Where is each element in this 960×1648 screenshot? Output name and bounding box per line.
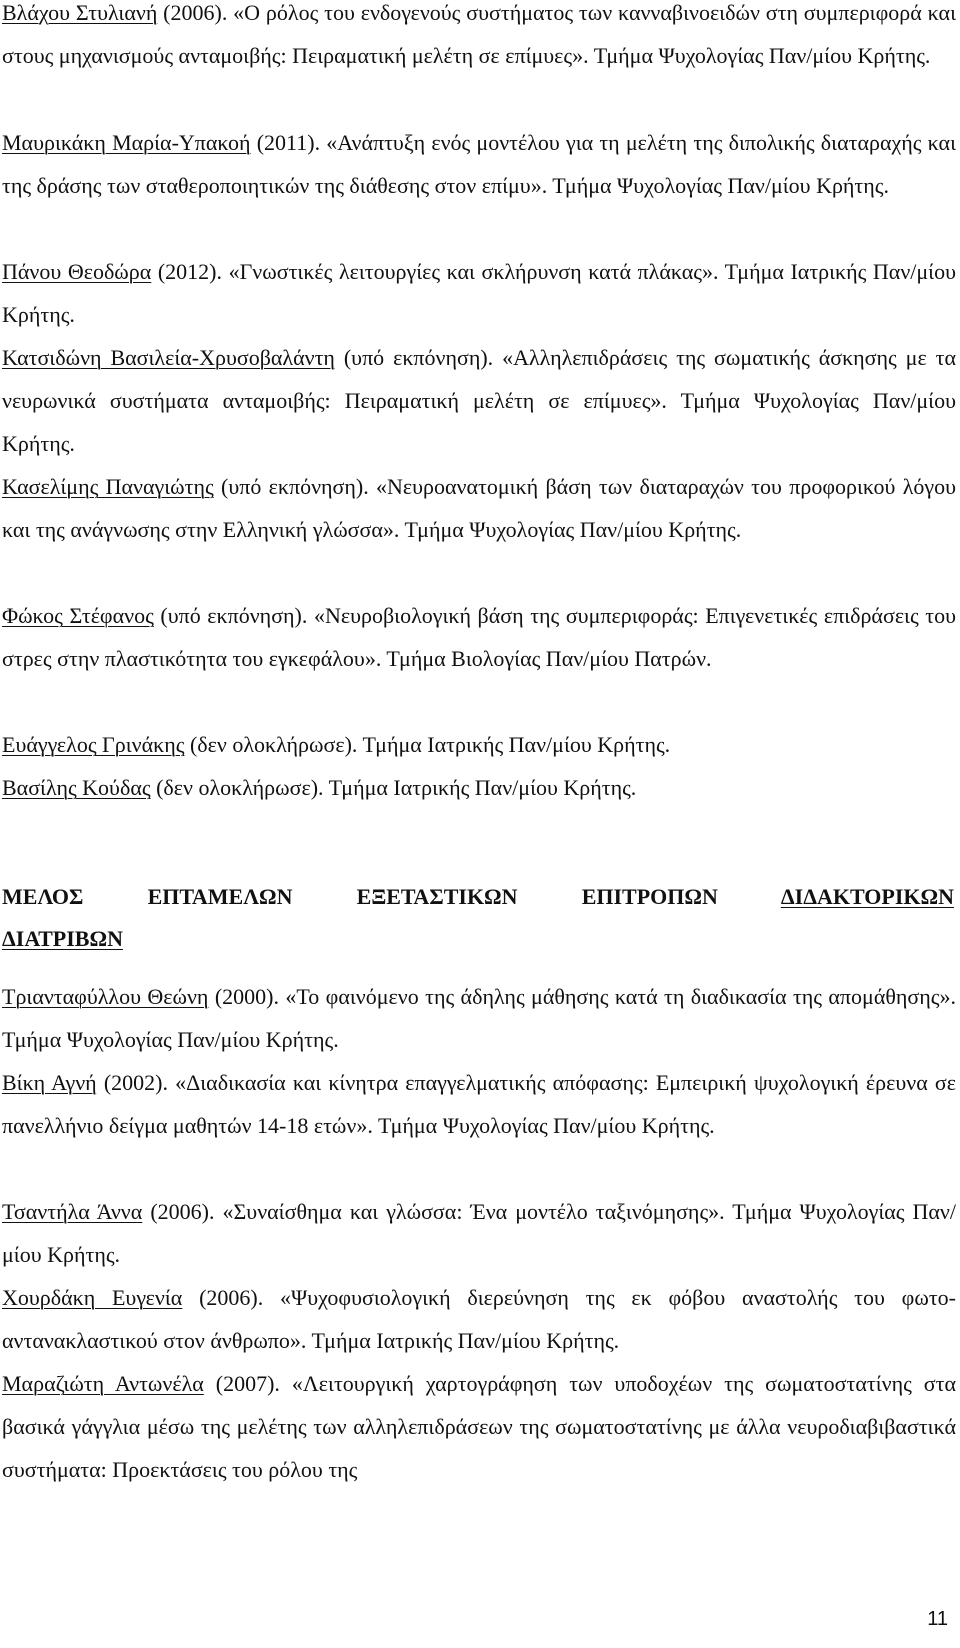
- thesis-entry: [2, 250, 956, 336]
- entry-details: (δεν ολοκλήρωσε). Τμήμα Ιατρικής Παν/μίου Κρήτης.: [184, 732, 671, 757]
- student-name: Κασελίμης Παναγιώτης: [2, 474, 214, 499]
- entry-details: (2006). «Ψυχοφυσιολογική διερεύνηση της εκ φόβου αναστολής του φωτο-αντανακλαστικού στον άνθρωπο». Τμήμα Ιατρικής Παν/μίου Κρήτης.: [2, 1285, 956, 1353]
- committee-entry: [2, 1190, 956, 1276]
- committee-entry: [2, 1362, 956, 1491]
- entry-details: (2006). «Ο ρόλος του ενδογενούς συστήματος των κανναβινοειδών στη συμπεριφορά και στους μηχανισμούς ανταμοιβής: Πειραματική μελέτη σε επίμυες». Τμήμα Ψυχολογίας Παν/μίου Κρήτης.: [2, 0, 956, 68]
- page-number: 11: [927, 1608, 948, 1630]
- student-name: Κατσιδώνη Βασιλεία-Χρυσοβαλάντη: [2, 345, 335, 370]
- section-heading: [2, 876, 954, 960]
- student-name: Τσαντήλα Άννα: [2, 1199, 143, 1224]
- committee-entry: [2, 1276, 956, 1362]
- entry-details: (2006). «Συναίσθημα και γλώσσα: Ένα μοντέλο ταξινόμησης». Τμήμα Ψυχολογίας Παν/μίου Κρήτης.: [2, 1199, 956, 1267]
- student-name: Βασίλης Κούδας: [2, 775, 151, 800]
- entry-details: (δεν ολοκλήρωσε). Τμήμα Ιατρικής Παν/μίου Κρήτης.: [150, 775, 637, 800]
- student-name: Μαυρικάκη Μαρία-Υπακοή: [2, 130, 251, 155]
- student-name: Χουρδάκη Ευγενία: [2, 1285, 183, 1310]
- student-name: Βίκη Αγνή: [2, 1070, 97, 1095]
- entry-details: (υπό εκπόνηση). «Νευροανατομική βάση των διαταραχών του προφορικού λόγου και της ανάγνωσης στην Ελληνική γλώσσα». Τμήμα Ψυχολογίας Παν/μίου Κρήτης.: [2, 474, 957, 542]
- heading-text-underlined: ΔΙΔΑΚΤΟΡΙΚΩΝ ΔΙΑΤΡΙΒΩΝ: [2, 884, 954, 951]
- committee-entry: [2, 1061, 956, 1147]
- thesis-entry: [2, 0, 956, 77]
- student-name: Βλάχου Στυλιανή: [2, 0, 158, 25]
- thesis-entry: [2, 121, 956, 207]
- entry-details: (2007). «Λειτουργική χαρτογράφηση των υποδοχέων της σωματοστατίνης στα βασικά γάγγλια μέσω της μελέτης των αλληλεπιδράσεων της σωματοστατίνης με άλλα νευροδιαβιβαστικά συστήματα: Προεκτάσεις του ρόλου της: [2, 1371, 956, 1482]
- entry-details: (2012). «Γνωστικές λειτουργίες και σκλήρυνση κατά πλάκας». Τμήμα Ιατρικής Παν/μίου Κρήτης.: [2, 259, 956, 327]
- committee-entry: [2, 975, 956, 1061]
- thesis-entry: [2, 465, 956, 551]
- entry-details: (2002). «Διαδικασία και κίνητρα επαγγελματικής απόφασης: Εμπειρική ψυχολογική έρευνα σε πανελλήνιο δείγμα μαθητών 14-18 ετών». Τμήμα Ψυχολογίας Παν/μίου Κρήτης.: [2, 1070, 956, 1138]
- thesis-entry: [2, 336, 956, 465]
- entry-details: (υπό εκπόνηση). «Αλληλεπιδράσεις της σωματικής άσκησης με τα νευρωνικά συστήματα ανταμοιβής: Πειραματική μελέτη σε επίμυες». Τμήμα Ψυχολογίας Παν/μίου Κρήτης.: [2, 345, 956, 456]
- heading-text: ΜΕΛΟΣ ΕΠΤΑΜΕΛΩΝ ΕΞΕΤΑΣΤΙΚΩΝ ΕΠΙΤΡΟΠΩΝ: [2, 884, 781, 909]
- thesis-entry: [2, 766, 956, 809]
- entry-details: (υπό εκπόνηση). «Νευροβιολογική βάση της συμπεριφοράς: Επιγενετικές επιδράσεις του στρες στην πλαστικότητα του εγκεφάλου». Τμήμα Βιολογίας Παν/μίου Πατρών.: [2, 603, 956, 671]
- entry-details: (2011). «Ανάπτυξη ενός μοντέλου για τη μελέτη της διπολικής διαταραχής και της δράσης των σταθεροποιητικών της διάθεσης στον επίμυ». Τμήμα Ψυχολογίας Παν/μίου Κρήτης.: [2, 130, 956, 198]
- student-name: Πάνου Θεοδώρα: [2, 259, 152, 284]
- student-name: Φώκος Στέφανος: [2, 603, 154, 628]
- student-name: Τριανταφύλλου Θεώνη: [2, 984, 209, 1009]
- student-name: Μαραζιώτη Αντωνέλα: [2, 1371, 204, 1396]
- thesis-entry: [2, 723, 956, 766]
- entry-details: (2000). «Το φαινόμενο της άδηλης μάθησης κατά τη διαδικασία της απομάθησης». Τμήμα Ψυχολογίας Παν/μίου Κρήτης.: [2, 984, 956, 1052]
- student-name: Ευάγγελος Γρινάκης: [2, 732, 185, 757]
- thesis-entry: [2, 594, 956, 680]
